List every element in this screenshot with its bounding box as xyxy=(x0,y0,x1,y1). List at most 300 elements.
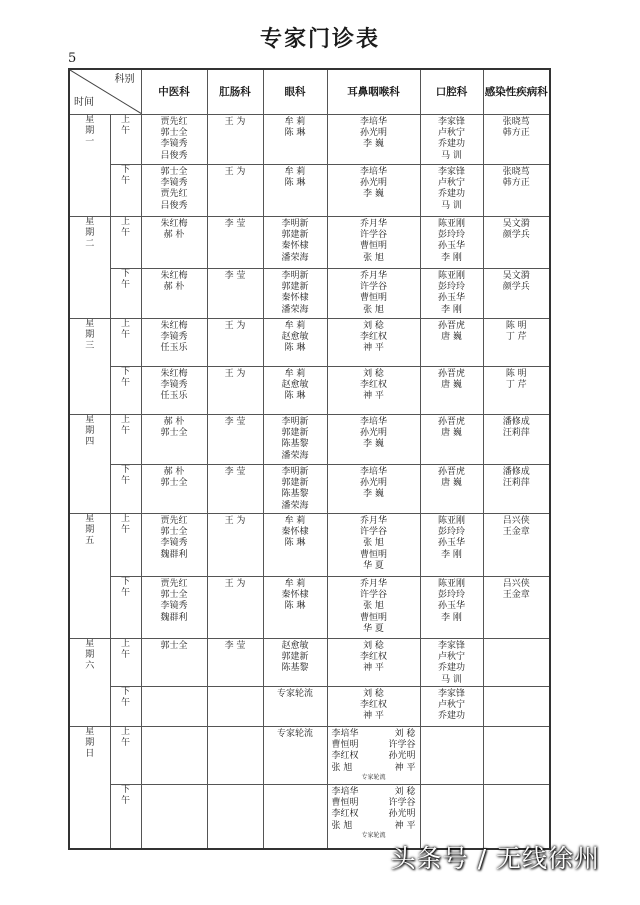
doctor-list xyxy=(484,639,550,641)
doctor-list xyxy=(208,319,263,332)
day-label xyxy=(70,727,110,761)
doctor-list xyxy=(484,269,550,293)
doctor-list xyxy=(264,217,327,264)
doctor-name: 郭士全 xyxy=(160,167,188,177)
doctor-name: 华 夏 xyxy=(363,623,384,634)
doctor-list xyxy=(421,577,483,624)
dept-header: 感染性疾病科 xyxy=(483,69,550,115)
doctor-name: 彭玲玲 xyxy=(437,590,465,601)
dept-header: 肛肠科 xyxy=(207,69,263,115)
doctor-list xyxy=(142,577,207,624)
doctor-name: 朱红梅 xyxy=(160,321,188,331)
half-day-text xyxy=(111,465,141,487)
doctor-name: 孙光明 xyxy=(359,128,387,139)
doctor-cell xyxy=(141,217,207,269)
doctor-cell xyxy=(141,367,207,415)
doctor-name: 刘 稔 xyxy=(363,689,384,699)
doctor-name: 郭士全 xyxy=(160,590,188,601)
doctor-pair xyxy=(328,809,420,820)
doctor-name: 陈 琳 xyxy=(284,538,306,549)
doctor-cell xyxy=(327,367,420,415)
doctor-name: 午 xyxy=(120,426,130,437)
doctor-pair xyxy=(328,787,420,798)
doctor-name: 神 平 xyxy=(363,711,384,722)
day-cell xyxy=(69,639,110,727)
doctor-name: 李培华 xyxy=(359,117,387,127)
doctor-cell xyxy=(483,367,550,415)
day-label-char: 四 xyxy=(85,437,95,448)
half-day-text xyxy=(111,727,141,749)
doctor-name: 韩方正 xyxy=(502,128,530,139)
doctor-name: 郭建新 xyxy=(281,428,309,439)
doctor-list xyxy=(328,639,420,675)
day-label-char: 星 xyxy=(85,639,95,649)
doctor-cell xyxy=(141,577,207,639)
doctor-name: 李明新 xyxy=(281,467,309,477)
doctor-cell xyxy=(207,115,263,165)
half-day-label xyxy=(110,514,141,577)
doctor-name: 牟 莉 xyxy=(284,369,306,379)
schedule-row xyxy=(69,269,550,319)
schedule-row xyxy=(69,577,550,639)
doctor-name: 上 xyxy=(120,319,130,329)
half-day-label xyxy=(110,217,141,269)
doctor-name: 午 xyxy=(120,796,130,807)
doctor-pair xyxy=(328,751,420,762)
doctor-cell xyxy=(420,465,483,514)
doctor-name: 孙玉华 xyxy=(437,241,465,252)
doctor-name: 李家锋 xyxy=(437,641,465,651)
doctor-name: 李 巍 xyxy=(363,189,384,200)
doctor-cell xyxy=(327,687,420,727)
half-day-text xyxy=(111,639,141,661)
schedule-table xyxy=(68,68,551,850)
doctor-cell xyxy=(207,687,263,727)
doctor-cell xyxy=(207,514,263,577)
doctor-list xyxy=(484,115,550,139)
half-day-text xyxy=(111,415,141,437)
doctor-name: 孙玉华 xyxy=(437,538,465,549)
doctor-name: 吕俊秀 xyxy=(160,200,188,211)
page-number: 5 xyxy=(68,51,77,66)
doctor-name: 陈基黎 xyxy=(281,489,309,500)
doctor-list xyxy=(328,367,420,403)
doctor-cell xyxy=(420,269,483,319)
half-day-label xyxy=(110,577,141,639)
doctor-name: 陈 明 xyxy=(505,321,527,331)
doctor-name: 丁 芹 xyxy=(505,332,527,343)
doctor-list xyxy=(421,415,483,439)
doctor-cell xyxy=(141,514,207,577)
doctor-name: 颜学兵 xyxy=(502,282,530,293)
day-label-char: 星 xyxy=(85,727,95,737)
half-day-text xyxy=(111,269,141,291)
doctor-name: 郭建新 xyxy=(281,652,309,663)
half-day-text xyxy=(111,577,141,599)
doctor-name: 下 xyxy=(120,269,130,279)
doctor-name: 陈 琳 xyxy=(284,391,306,402)
half-day-label xyxy=(110,115,141,165)
doctor-name: 午 xyxy=(120,525,130,536)
doctor-name: 张 旭 xyxy=(363,304,384,315)
doctor-list xyxy=(328,165,420,201)
half-day-text xyxy=(111,514,141,536)
doctor-list xyxy=(421,269,483,316)
doctor-name: 许学谷 xyxy=(359,282,387,293)
doctor-name: 下 xyxy=(120,577,130,587)
doctor-name: 马 训 xyxy=(441,150,462,161)
doctor-name: 吕俊秀 xyxy=(160,150,188,161)
doctor-cell xyxy=(141,115,207,165)
doctor-name: 许学谷 xyxy=(359,230,387,241)
half-day-label xyxy=(110,785,141,849)
doctor-name: 卢秋宁 xyxy=(437,128,465,139)
doctor-cell xyxy=(263,514,327,577)
doctor-cell xyxy=(207,367,263,415)
doctor-name: 王金章 xyxy=(502,527,530,538)
day-label-char: 二 xyxy=(85,239,95,250)
doctor-name: 神 平 xyxy=(394,820,416,831)
half-day-text xyxy=(111,217,141,239)
doctor-cell xyxy=(420,319,483,367)
doctor-name: 唐 巍 xyxy=(441,428,462,439)
half-day-text xyxy=(111,319,141,341)
half-day-label xyxy=(110,639,141,687)
day-label-char: 星 xyxy=(85,115,95,125)
dept-header: 耳鼻咽喉科 xyxy=(327,69,420,115)
doctor-list xyxy=(484,514,550,538)
doctor-name: 午 xyxy=(120,476,130,487)
doctor-name: 曹恒明 xyxy=(331,798,359,809)
doctor-name: 牟 莉 xyxy=(284,167,306,177)
doctor-name: 李红权 xyxy=(359,332,387,343)
doctor-list xyxy=(208,415,263,428)
doctor-cell xyxy=(327,514,420,577)
doctor-name: 潘修成 xyxy=(502,467,530,477)
doctor-name: 李家锋 xyxy=(437,689,465,699)
doctor-name: 郝 朴 xyxy=(163,282,185,293)
day-label-char: 五 xyxy=(85,536,95,547)
doctor-pair xyxy=(328,821,420,832)
doctor-name: 李 莹 xyxy=(224,467,246,477)
doctor-list xyxy=(208,639,263,652)
schedule-row xyxy=(69,727,550,785)
doctor-name: 任玉乐 xyxy=(160,343,188,354)
doctor-cell xyxy=(327,639,420,687)
doctor-name: 李明新 xyxy=(281,271,309,281)
doctor-name: 专家轮流 xyxy=(276,689,313,699)
doctor-pair xyxy=(328,798,420,809)
doctor-name: 李 莹 xyxy=(224,271,246,281)
doctor-cell xyxy=(207,465,263,514)
doctor-name: 郭士全 xyxy=(160,641,188,651)
doctor-name: 魏群利 xyxy=(160,549,188,560)
doctor-name: 上 xyxy=(120,727,130,737)
doctor-name: 午 xyxy=(120,588,130,599)
schedule-row xyxy=(69,639,550,687)
doctor-list xyxy=(421,115,483,162)
doctor-name: 郭建新 xyxy=(281,282,309,293)
doctor-list xyxy=(328,465,420,501)
doctor-name: 李 刚 xyxy=(441,612,462,623)
doctor-list xyxy=(142,269,207,293)
doctor-name: 孙晋虎 xyxy=(437,369,465,379)
doctor-list xyxy=(208,514,263,527)
corner-time-label: 时间 xyxy=(74,97,94,108)
doctor-name: 唐 巍 xyxy=(441,332,462,343)
doctor-list xyxy=(208,687,263,689)
doctor-name: 李培华 xyxy=(359,167,387,177)
doctor-name: 魏群利 xyxy=(160,612,188,623)
half-day-label xyxy=(110,319,141,367)
doctor-name: 郭士全 xyxy=(160,478,188,489)
day-label-char: 星 xyxy=(85,514,95,524)
doctor-cell xyxy=(207,165,263,217)
doctor-cell xyxy=(207,269,263,319)
doctor-list xyxy=(328,319,420,355)
doctor-list xyxy=(264,165,327,189)
doctor-name: 曹恒明 xyxy=(359,241,387,252)
doctor-list xyxy=(208,115,263,128)
doctor-cell xyxy=(207,415,263,465)
doctor-name: 郭士全 xyxy=(160,128,188,139)
doctor-name: 李培华 xyxy=(331,729,359,739)
doctor-name: 任玉乐 xyxy=(160,391,188,402)
doctor-name: 潘荣海 xyxy=(281,304,309,315)
doctor-cell xyxy=(483,639,550,687)
doctor-name: 李培华 xyxy=(331,787,359,797)
doctor-name: 王 为 xyxy=(224,117,246,127)
doctor-name: 午 xyxy=(120,228,130,239)
doctor-name: 陈 琳 xyxy=(284,128,306,139)
doctor-name: 郭建新 xyxy=(281,478,309,489)
dept-header: 中医科 xyxy=(141,69,207,115)
schedule-row xyxy=(69,415,550,465)
doctor-cell xyxy=(263,785,327,849)
doctor-pair xyxy=(328,763,420,774)
doctor-name: 陈亚刚 xyxy=(437,579,465,589)
doctor-name: 李培华 xyxy=(359,467,387,477)
schedule-row xyxy=(69,217,550,269)
doctor-name: 牟 莉 xyxy=(284,321,306,331)
doctor-name: 秦怀棣 xyxy=(281,527,309,538)
day-cell xyxy=(69,115,110,217)
doctor-cell xyxy=(483,165,550,217)
doctor-list xyxy=(142,514,207,561)
doctor-name: 乔建功 xyxy=(437,189,465,200)
doctor-name: 赵愈敏 xyxy=(281,380,309,391)
doctor-cell xyxy=(263,217,327,269)
doctor-name: 午 xyxy=(120,330,130,341)
rotation-note: 专家轮流 xyxy=(361,831,386,839)
schedule-row xyxy=(69,514,550,577)
doctor-name: 吴文漪 xyxy=(502,271,530,281)
doctor-name: 上 xyxy=(120,639,130,649)
doctor-name: 孙晋虎 xyxy=(437,321,465,331)
doctor-cell xyxy=(483,727,550,785)
schedule-row xyxy=(69,687,550,727)
doctor-name: 唐 巍 xyxy=(441,380,462,391)
doctor-name: 孙玉华 xyxy=(437,601,465,612)
day-label xyxy=(70,319,110,353)
doctor-name: 贾先红 xyxy=(160,117,188,127)
half-day-label xyxy=(110,367,141,415)
doctor-name: 唐 巍 xyxy=(441,478,462,489)
doctor-name: 孙晋虎 xyxy=(437,417,465,427)
day-label-char: 三 xyxy=(85,341,95,352)
doctor-name: 牟 莉 xyxy=(284,117,306,127)
doctor-name: 李红权 xyxy=(359,380,387,391)
half-day-text xyxy=(111,367,141,389)
doctor-list xyxy=(484,577,550,601)
day-label-char: 期 xyxy=(85,228,95,239)
doctor-name: 曹恒明 xyxy=(359,549,387,560)
doctor-list xyxy=(142,115,207,162)
day-label xyxy=(70,514,110,548)
day-label-char: 期 xyxy=(85,126,95,137)
doctor-name: 陈基黎 xyxy=(281,663,309,674)
doctor-name: 李 刚 xyxy=(441,304,462,315)
day-label xyxy=(70,115,110,149)
doctor-list xyxy=(208,269,263,282)
doctor-name: 郝 朴 xyxy=(163,230,185,241)
doctor-cell xyxy=(141,165,207,217)
doctor-name: 王 为 xyxy=(224,579,246,589)
doctor-cell xyxy=(420,577,483,639)
doctor-name: 神 平 xyxy=(394,762,416,773)
doctor-name: 午 xyxy=(120,378,130,389)
doctor-name: 午 xyxy=(120,698,130,709)
doctor-cell xyxy=(207,577,263,639)
doctor-list xyxy=(208,217,263,230)
doctor-cell xyxy=(263,727,327,785)
doctor-list xyxy=(328,217,420,264)
doctor-cell xyxy=(483,269,550,319)
doctor-name: 李明新 xyxy=(281,417,309,427)
day-label-char: 期 xyxy=(85,525,95,536)
doctor-name: 曹恒明 xyxy=(331,740,359,751)
doctor-name: 赵愈敏 xyxy=(281,332,309,343)
doctor-list xyxy=(421,165,483,212)
doctor-name: 乔建功 xyxy=(437,139,465,150)
half-day-label xyxy=(110,687,141,727)
doctor-cell xyxy=(327,319,420,367)
doctor-cell xyxy=(141,785,207,849)
doctor-name: 贾先红 xyxy=(160,516,188,526)
doctor-name: 上 xyxy=(120,217,130,227)
half-day-text xyxy=(111,165,141,187)
doctor-name: 牟 莉 xyxy=(284,516,306,526)
doctor-name: 上 xyxy=(120,415,130,425)
doctor-cell xyxy=(327,217,420,269)
doctor-list xyxy=(421,367,483,391)
doctor-name: 刘 稔 xyxy=(394,787,416,797)
day-label-char: 期 xyxy=(85,426,95,437)
doctor-cell xyxy=(420,415,483,465)
doctor-name: 潘荣海 xyxy=(281,252,309,263)
doctor-name: 神 平 xyxy=(363,391,384,402)
doctor-name: 孙玉华 xyxy=(437,293,465,304)
doctor-cell xyxy=(483,319,550,367)
doctor-name: 朱红梅 xyxy=(160,219,188,229)
doctor-list xyxy=(421,639,483,686)
doctor-list xyxy=(264,269,327,316)
doctor-list xyxy=(328,577,420,635)
doctor-list xyxy=(264,465,327,512)
doctor-list xyxy=(328,269,420,316)
doctor-list xyxy=(328,415,420,451)
doctor-name: 下 xyxy=(120,687,130,697)
doctor-cell xyxy=(483,415,550,465)
doctor-name: 李 巍 xyxy=(363,489,384,500)
doctor-name: 贾先红 xyxy=(160,189,188,200)
doctor-name: 王 为 xyxy=(224,369,246,379)
doctor-cell xyxy=(141,319,207,367)
doctor-cell xyxy=(327,415,420,465)
day-cell xyxy=(69,319,110,415)
doctor-name: 陈基黎 xyxy=(281,439,309,450)
doctor-cell xyxy=(483,687,550,727)
doctor-name: 刘 稔 xyxy=(394,729,416,739)
doctor-name: 张 旭 xyxy=(331,762,353,773)
day-label xyxy=(70,217,110,251)
watermark: 头条号 / 无线徐州 xyxy=(390,844,600,873)
doctor-name: 潘荣海 xyxy=(281,500,309,511)
doctor-cell xyxy=(141,639,207,687)
doctor-name: 陈 琳 xyxy=(284,601,306,612)
doctor-cell xyxy=(327,465,420,514)
doctor-name: 汪莉萍 xyxy=(502,428,530,439)
doctor-cell xyxy=(263,465,327,514)
doctor-cell xyxy=(483,577,550,639)
doctor-name: 潘修成 xyxy=(502,417,530,427)
rotation-note: 专家轮流 xyxy=(276,729,313,739)
doctor-cell xyxy=(263,319,327,367)
day-label-char: 期 xyxy=(85,738,95,749)
doctor-cell xyxy=(483,514,550,577)
doctor-list xyxy=(208,465,263,478)
doctor-list xyxy=(484,465,550,489)
doctor-name: 陈 琳 xyxy=(284,178,306,189)
doctor-name: 卢秋宁 xyxy=(437,700,465,711)
doctor-name: 马 训 xyxy=(441,200,462,211)
doctor-list xyxy=(208,577,263,590)
doctor-name: 李 巍 xyxy=(363,139,384,150)
doctor-name: 李 巍 xyxy=(363,439,384,450)
day-label-char: 星 xyxy=(85,415,95,425)
doctor-cell xyxy=(263,415,327,465)
doctor-name: 孙晋虎 xyxy=(437,467,465,477)
doctor-name: 华 夏 xyxy=(363,560,384,571)
doctor-cell xyxy=(263,367,327,415)
doctor-name: 孙光明 xyxy=(359,428,387,439)
doctor-name: 朱红梅 xyxy=(160,369,188,379)
doctor-name: 孙光明 xyxy=(388,809,416,820)
day-label xyxy=(70,415,110,449)
doctor-cell xyxy=(263,165,327,217)
doctor-cell xyxy=(327,577,420,639)
doctor-name: 李培华 xyxy=(359,417,387,427)
doctor-name: 陈亚刚 xyxy=(437,516,465,526)
doctor-name: 韩方正 xyxy=(502,178,530,189)
doctor-name: 李 莹 xyxy=(224,417,246,427)
doctor-name: 张 旭 xyxy=(363,538,384,549)
doctor-list xyxy=(142,639,207,652)
doctor-name: 乔月华 xyxy=(359,516,387,526)
doctor-name: 李镜秀 xyxy=(160,332,188,343)
doctor-name: 王 为 xyxy=(224,167,246,177)
corner-cell xyxy=(69,69,141,115)
